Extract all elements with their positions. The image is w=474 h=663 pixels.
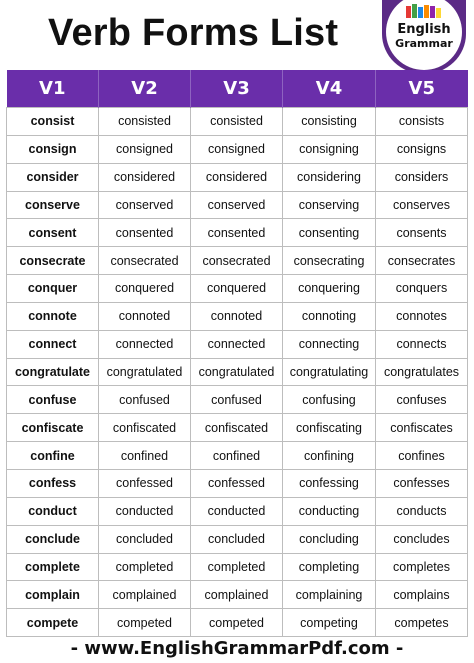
cell-v1: consist <box>7 108 99 136</box>
cell-v2: confiscated <box>99 414 191 442</box>
cell-v5: concludes <box>376 525 468 553</box>
cell-v1: consider <box>7 163 99 191</box>
logo-text-pdf: PDF <box>413 53 435 63</box>
cell-v1: confess <box>7 469 99 497</box>
cell-v4: confessing <box>283 469 376 497</box>
cell-v2: consisted <box>99 108 191 136</box>
cell-v4: connoting <box>283 302 376 330</box>
cell-v5: competes <box>376 609 468 637</box>
cell-v1: confine <box>7 442 99 470</box>
cell-v2: competed <box>99 609 191 637</box>
cell-v5: completes <box>376 553 468 581</box>
brand-logo <box>382 0 466 74</box>
cell-v2: connected <box>99 330 191 358</box>
cell-v2: consecrated <box>99 247 191 275</box>
cell-v5: consigns <box>376 135 468 163</box>
cell-v3: conserved <box>191 191 283 219</box>
table-row <box>7 386 468 414</box>
cell-v3: competed <box>191 609 283 637</box>
table-row <box>7 497 468 525</box>
cell-v3: consisted <box>191 108 283 136</box>
cell-v1: congratulate <box>7 358 99 386</box>
cell-v1: conquer <box>7 275 99 303</box>
cell-v4: consigning <box>283 135 376 163</box>
table-body <box>7 108 468 637</box>
cell-v4: conserving <box>283 191 376 219</box>
cell-v2: consented <box>99 219 191 247</box>
table-row <box>7 609 468 637</box>
cell-v2: completed <box>99 553 191 581</box>
column-header-v2: V2 <box>99 70 191 108</box>
logo-text-grammar: Grammar <box>395 37 453 50</box>
cell-v5: consists <box>376 108 468 136</box>
cell-v3: concluded <box>191 525 283 553</box>
cell-v2: consigned <box>99 135 191 163</box>
verb-forms-table <box>6 70 468 637</box>
column-header-v1: V1 <box>7 70 99 108</box>
logo-text-english: English <box>397 22 451 37</box>
cell-v1: connect <box>7 330 99 358</box>
table-row <box>7 219 468 247</box>
cell-v1: complete <box>7 553 99 581</box>
cell-v4: competing <box>283 609 376 637</box>
cell-v4: conducting <box>283 497 376 525</box>
table-row <box>7 553 468 581</box>
cell-v2: confessed <box>99 469 191 497</box>
column-header-v5: V5 <box>376 70 468 108</box>
cell-v2: congratulated <box>99 358 191 386</box>
cell-v4: completing <box>283 553 376 581</box>
cell-v5: considers <box>376 163 468 191</box>
cell-v5: consents <box>376 219 468 247</box>
cell-v4: confining <box>283 442 376 470</box>
cell-v1: connote <box>7 302 99 330</box>
cell-v4: consenting <box>283 219 376 247</box>
cell-v1: conserve <box>7 191 99 219</box>
table-row <box>7 135 468 163</box>
cell-v1: confuse <box>7 386 99 414</box>
cell-v3: confused <box>191 386 283 414</box>
cell-v1: conduct <box>7 497 99 525</box>
cell-v5: connects <box>376 330 468 358</box>
table-row <box>7 581 468 609</box>
cell-v3: connoted <box>191 302 283 330</box>
column-header-v4: V4 <box>283 70 376 108</box>
table-row <box>7 163 468 191</box>
cell-v4: confusing <box>283 386 376 414</box>
cell-v4: conquering <box>283 275 376 303</box>
cell-v5: congratulates <box>376 358 468 386</box>
table-row <box>7 108 468 136</box>
page-title: Verb Forms List <box>48 12 339 54</box>
cell-v5: conserves <box>376 191 468 219</box>
cell-v5: connotes <box>376 302 468 330</box>
table-row <box>7 191 468 219</box>
table-row <box>7 442 468 470</box>
cell-v4: concluding <box>283 525 376 553</box>
cell-v3: consigned <box>191 135 283 163</box>
cell-v2: conquered <box>99 275 191 303</box>
cell-v5: conducts <box>376 497 468 525</box>
cell-v3: considered <box>191 163 283 191</box>
cell-v3: conquered <box>191 275 283 303</box>
website-footer: - www.EnglishGrammarPdf.com - <box>70 638 404 659</box>
cell-v1: conclude <box>7 525 99 553</box>
cell-v3: confiscated <box>191 414 283 442</box>
cell-v3: congratulated <box>191 358 283 386</box>
cell-v4: connecting <box>283 330 376 358</box>
cell-v2: complained <box>99 581 191 609</box>
cell-v5: complains <box>376 581 468 609</box>
cell-v2: confined <box>99 442 191 470</box>
table-row <box>7 469 468 497</box>
cell-v3: consented <box>191 219 283 247</box>
cell-v4: confiscating <box>283 414 376 442</box>
cell-v3: complained <box>191 581 283 609</box>
cell-v1: consecrate <box>7 247 99 275</box>
cell-v1: complain <box>7 581 99 609</box>
table-row <box>7 414 468 442</box>
cell-v2: concluded <box>99 525 191 553</box>
table-row <box>7 247 468 275</box>
table-row <box>7 358 468 386</box>
cell-v5: confesses <box>376 469 468 497</box>
cell-v2: confused <box>99 386 191 414</box>
cell-v4: consecrating <box>283 247 376 275</box>
cell-v3: completed <box>191 553 283 581</box>
cell-v4: congratulating <box>283 358 376 386</box>
cell-v5: confiscates <box>376 414 468 442</box>
cell-v1: compete <box>7 609 99 637</box>
cell-v2: considered <box>99 163 191 191</box>
cell-v4: complaining <box>283 581 376 609</box>
table-header-row <box>7 70 468 108</box>
cell-v2: conserved <box>99 191 191 219</box>
cell-v5: conquers <box>376 275 468 303</box>
cell-v4: considering <box>283 163 376 191</box>
cell-v3: confined <box>191 442 283 470</box>
books-icon <box>404 4 444 18</box>
table-row <box>7 525 468 553</box>
cell-v2: conducted <box>99 497 191 525</box>
cell-v1: consent <box>7 219 99 247</box>
table-row <box>7 330 468 358</box>
cell-v5: consecrates <box>376 247 468 275</box>
cell-v3: consecrated <box>191 247 283 275</box>
cell-v4: consisting <box>283 108 376 136</box>
cell-v1: consign <box>7 135 99 163</box>
column-header-v3: V3 <box>191 70 283 108</box>
cell-v5: confuses <box>376 386 468 414</box>
cell-v5: confines <box>376 442 468 470</box>
table-row <box>7 302 468 330</box>
cell-v3: connected <box>191 330 283 358</box>
cell-v1: confiscate <box>7 414 99 442</box>
cell-v3: conducted <box>191 497 283 525</box>
cell-v3: confessed <box>191 469 283 497</box>
table-row <box>7 275 468 303</box>
cell-v2: connoted <box>99 302 191 330</box>
